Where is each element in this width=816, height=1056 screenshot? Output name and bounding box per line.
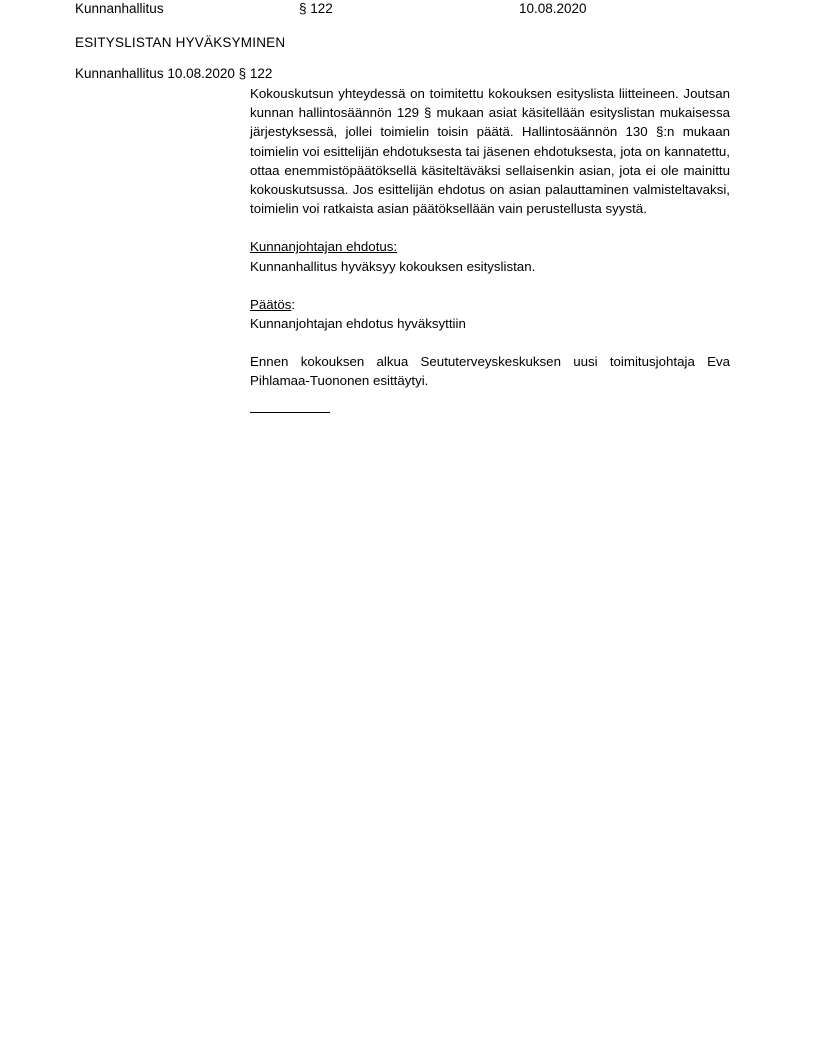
- document-body: [250, 84, 730, 413]
- page-title: ESITYSLISTAN HYVÄKSYMINEN: [75, 35, 286, 50]
- spacer: [250, 333, 730, 352]
- header-organ: Kunnanhallitus: [75, 1, 164, 16]
- decision-text: Kunnanjohtajan ehdotus hyväksyttiin: [250, 316, 466, 332]
- proposal-text: Kunnanhallitus hyväksyy kokouksen esityslistan.: [250, 258, 536, 274]
- decision-label-colon: :: [291, 296, 296, 312]
- separator-line: [250, 411, 330, 413]
- header-section-number: § 122: [299, 1, 333, 16]
- header-date: 10.08.2020: [519, 1, 587, 16]
- decision-label: Päätös: [250, 296, 292, 312]
- note-paragraph: Ennen kokouksen alkua Seututerveyskeskuksen uusi toimitusjohtaja Eva Pihlamaa-Tuononen esittäytyi.: [250, 354, 730, 389]
- decision-label-row: [250, 295, 730, 314]
- case-reference: Kunnanhallitus 10.08.2020 § 122: [75, 66, 273, 81]
- intro-paragraph: Kokouskutsun yhteydessä on toimitettu kokouksen esityslista liitteineen. Joutsan kunnan hallintosäännön 129 § mukaan asiat käsitellään esityslistan mukaisessa järjestyksessä, jollei toimielin toisin päätä. Hallintosäännön 130 §:n mukaan toimielin voi esittelijän ehdotuksesta tai jäsenen ehdotuksesta, jota on kannatettu, ottaa enemmistöpäätöksellä käsiteltäväksi sellaisenkin asian, jota ei ole mainittu kokouskutsussa. Jos esittelijän ehdotus on asian palauttaminen valmisteltavaksi, toimielin voi ratkaista asian päätöksellään vain perustellusta syystä.: [250, 86, 730, 217]
- spacer: [250, 276, 730, 295]
- proposal-label: Kunnanjohtajan ehdotus:: [250, 239, 398, 255]
- spacer: [250, 218, 730, 237]
